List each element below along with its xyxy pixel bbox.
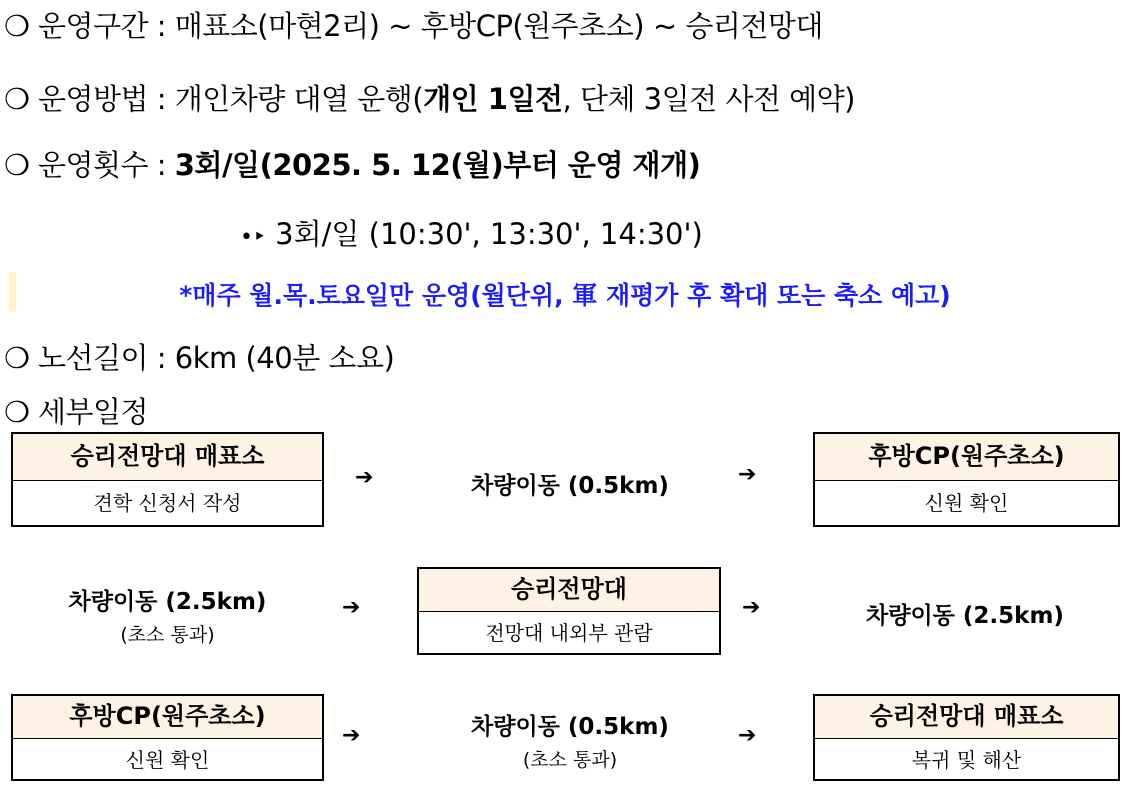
box-body: 신원 확인 [125, 748, 210, 772]
route-line [4, 4, 823, 45]
method-text-2: , 단체 3일전 사전 예약) [562, 82, 855, 116]
move-title: 차량이동 (2.5km) [68, 589, 267, 615]
right-arrow-icon: ➔ [742, 595, 761, 620]
rear-cp-box [11, 694, 324, 781]
move-sub: (초소 통과) [120, 624, 215, 646]
right-arrow-icon: ➔ [738, 723, 757, 748]
box-title: 승리전망대 [419, 569, 719, 612]
method-label: 운영방법 : [38, 82, 175, 116]
length-text: 6km (40분 소요) [174, 341, 395, 375]
right-arrow-icon: ➔ [342, 595, 361, 620]
route-text: 매표소(마현2리) ~ 후방CP(원주초소) ~ 승리전망대 [174, 9, 823, 43]
right-arrow-icon: ➔ [355, 465, 374, 490]
route-label: 운영구간 : [38, 9, 175, 43]
ticket-office-box [11, 432, 324, 527]
box-body: 견학 신청서 작성 [93, 491, 242, 515]
move-title: 차량이동 (0.5km) [471, 714, 669, 740]
circle-bullet-icon: ❍ [4, 82, 30, 116]
count-bold: 3회/일(2025. 5. 12(월)부터 운영 재개) [174, 148, 701, 182]
operation-note: *매주 월.목.토요일만 운영(월단위, 軍 재평가 후 확대 또는 축소 예고) [179, 281, 951, 310]
move-step [440, 708, 700, 772]
circle-bullet-icon: ❍ [4, 9, 30, 43]
length-label: 노선길이 : [38, 341, 175, 375]
move-step [30, 583, 305, 647]
count-line [4, 143, 700, 184]
box-title: 후방CP(원주초소) [13, 696, 322, 739]
method-line [4, 77, 855, 118]
count-label: 운영횟수 : [38, 148, 175, 182]
length-line [4, 336, 394, 377]
schedule-line [4, 390, 148, 431]
box-title: 승리전망대 매표소 [13, 434, 322, 481]
box-body: 신원 확인 [924, 491, 1009, 515]
method-text-1: 개인차량 대열 운행( [174, 82, 424, 116]
circle-bullet-icon: ❍ [4, 341, 30, 375]
times-text: 3회/일 (10:30', 13:30', 14:30') [275, 217, 703, 251]
move-step [440, 467, 700, 500]
arrow-bullet-icon: •‣ [240, 225, 266, 250]
box-title: 승리전망대 매표소 [815, 696, 1118, 739]
right-arrow-icon: ➔ [738, 462, 757, 487]
move-step [830, 597, 1100, 630]
right-arrow-icon: ➔ [342, 723, 361, 748]
box-body: 복귀 및 해산 [911, 748, 1022, 772]
circle-bullet-icon: ❍ [4, 395, 30, 429]
move-title: 차량이동 (0.5km) [471, 473, 669, 499]
move-sub: (초소 통과) [522, 749, 618, 771]
box-body: 전망대 내외부 관람 [485, 621, 653, 645]
observatory-box [417, 567, 721, 655]
schedule-label: 세부일정 [38, 395, 149, 429]
times-line [240, 212, 703, 253]
ticket-office-box [813, 694, 1120, 781]
rear-cp-box [813, 432, 1120, 527]
box-title: 후방CP(원주초소) [815, 434, 1118, 481]
move-title: 차량이동 (2.5km) [866, 603, 1064, 629]
method-bold: 개인 1일전 [423, 82, 563, 116]
circle-bullet-icon: ❍ [4, 148, 30, 182]
